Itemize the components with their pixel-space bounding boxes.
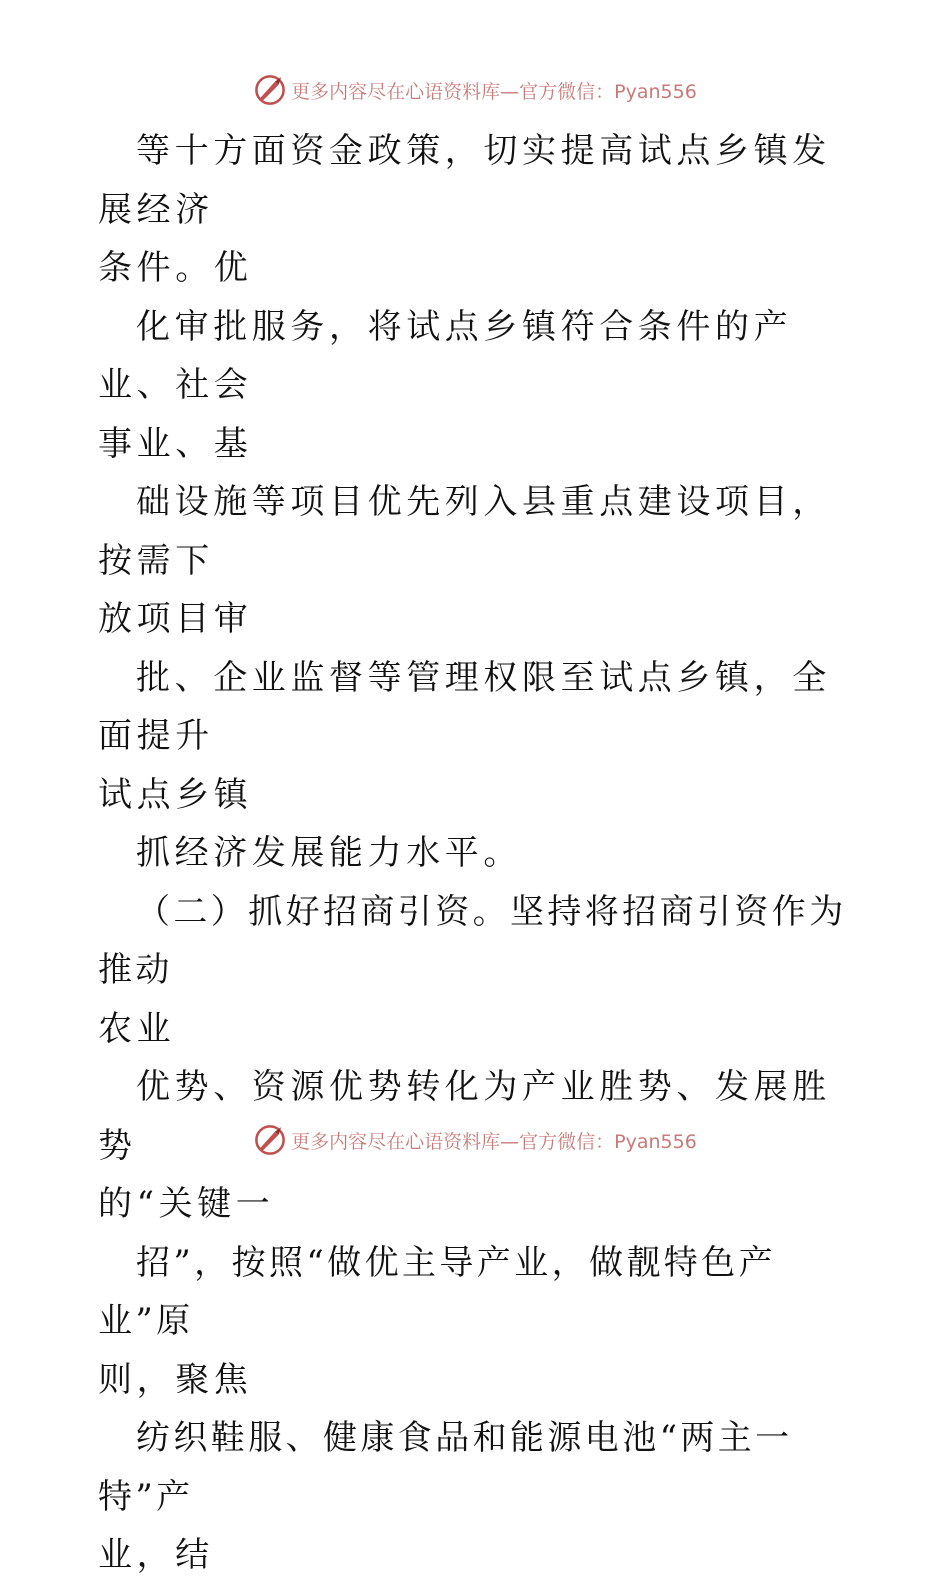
watermark-text: 更多内容尽在心语资料库—官方微信：Pyan556: [291, 80, 697, 103]
text-line: 化审批服务，将试点乡镇符合条件的产业、社会: [98, 306, 793, 405]
text-line: （二）抓好招商引资。坚持将招商引资作为推动: [98, 891, 847, 990]
text-line: 优势、资源优势转化为产业胜势、发展胜势: [98, 1067, 831, 1166]
text-line: 等十方面资金政策，切实提高试点乡镇发展经济: [98, 131, 831, 230]
text-line: 招”，按照“做优主导产业，做靓特色产业”原: [98, 1242, 776, 1341]
text-line: 抓经济发展能力水平。: [136, 833, 522, 873]
text-line: 事业、基: [98, 423, 253, 464]
quill-logo-icon: [253, 73, 287, 107]
quill-logo-icon: [253, 1123, 287, 1157]
text-line: 业，结: [98, 1535, 214, 1575]
text-line: 础设施等项目优先列入县重点建设项目，按需下: [98, 482, 831, 581]
text-line: 试点乡镇: [98, 774, 253, 815]
watermark-text: 更多内容尽在心语资料库—官方微信：Pyan556: [291, 1130, 697, 1153]
footer-watermark: [0, 1120, 950, 1160]
text-line: 条件。优: [98, 248, 253, 288]
text-line: 的“关键一: [98, 1184, 275, 1224]
text-line: 批、企业监督等管理权限至试点乡镇，全面提升: [98, 657, 831, 756]
text-line: 放项目审: [98, 599, 253, 639]
header-watermark: [0, 70, 950, 110]
document-body: [98, 122, 858, 1585]
text-line: 纺织鞋服、健康食品和能源电池“两主一特”产: [98, 1418, 793, 1517]
text-line: 农业: [98, 1008, 176, 1049]
text-line: 则，聚焦: [98, 1359, 253, 1400]
